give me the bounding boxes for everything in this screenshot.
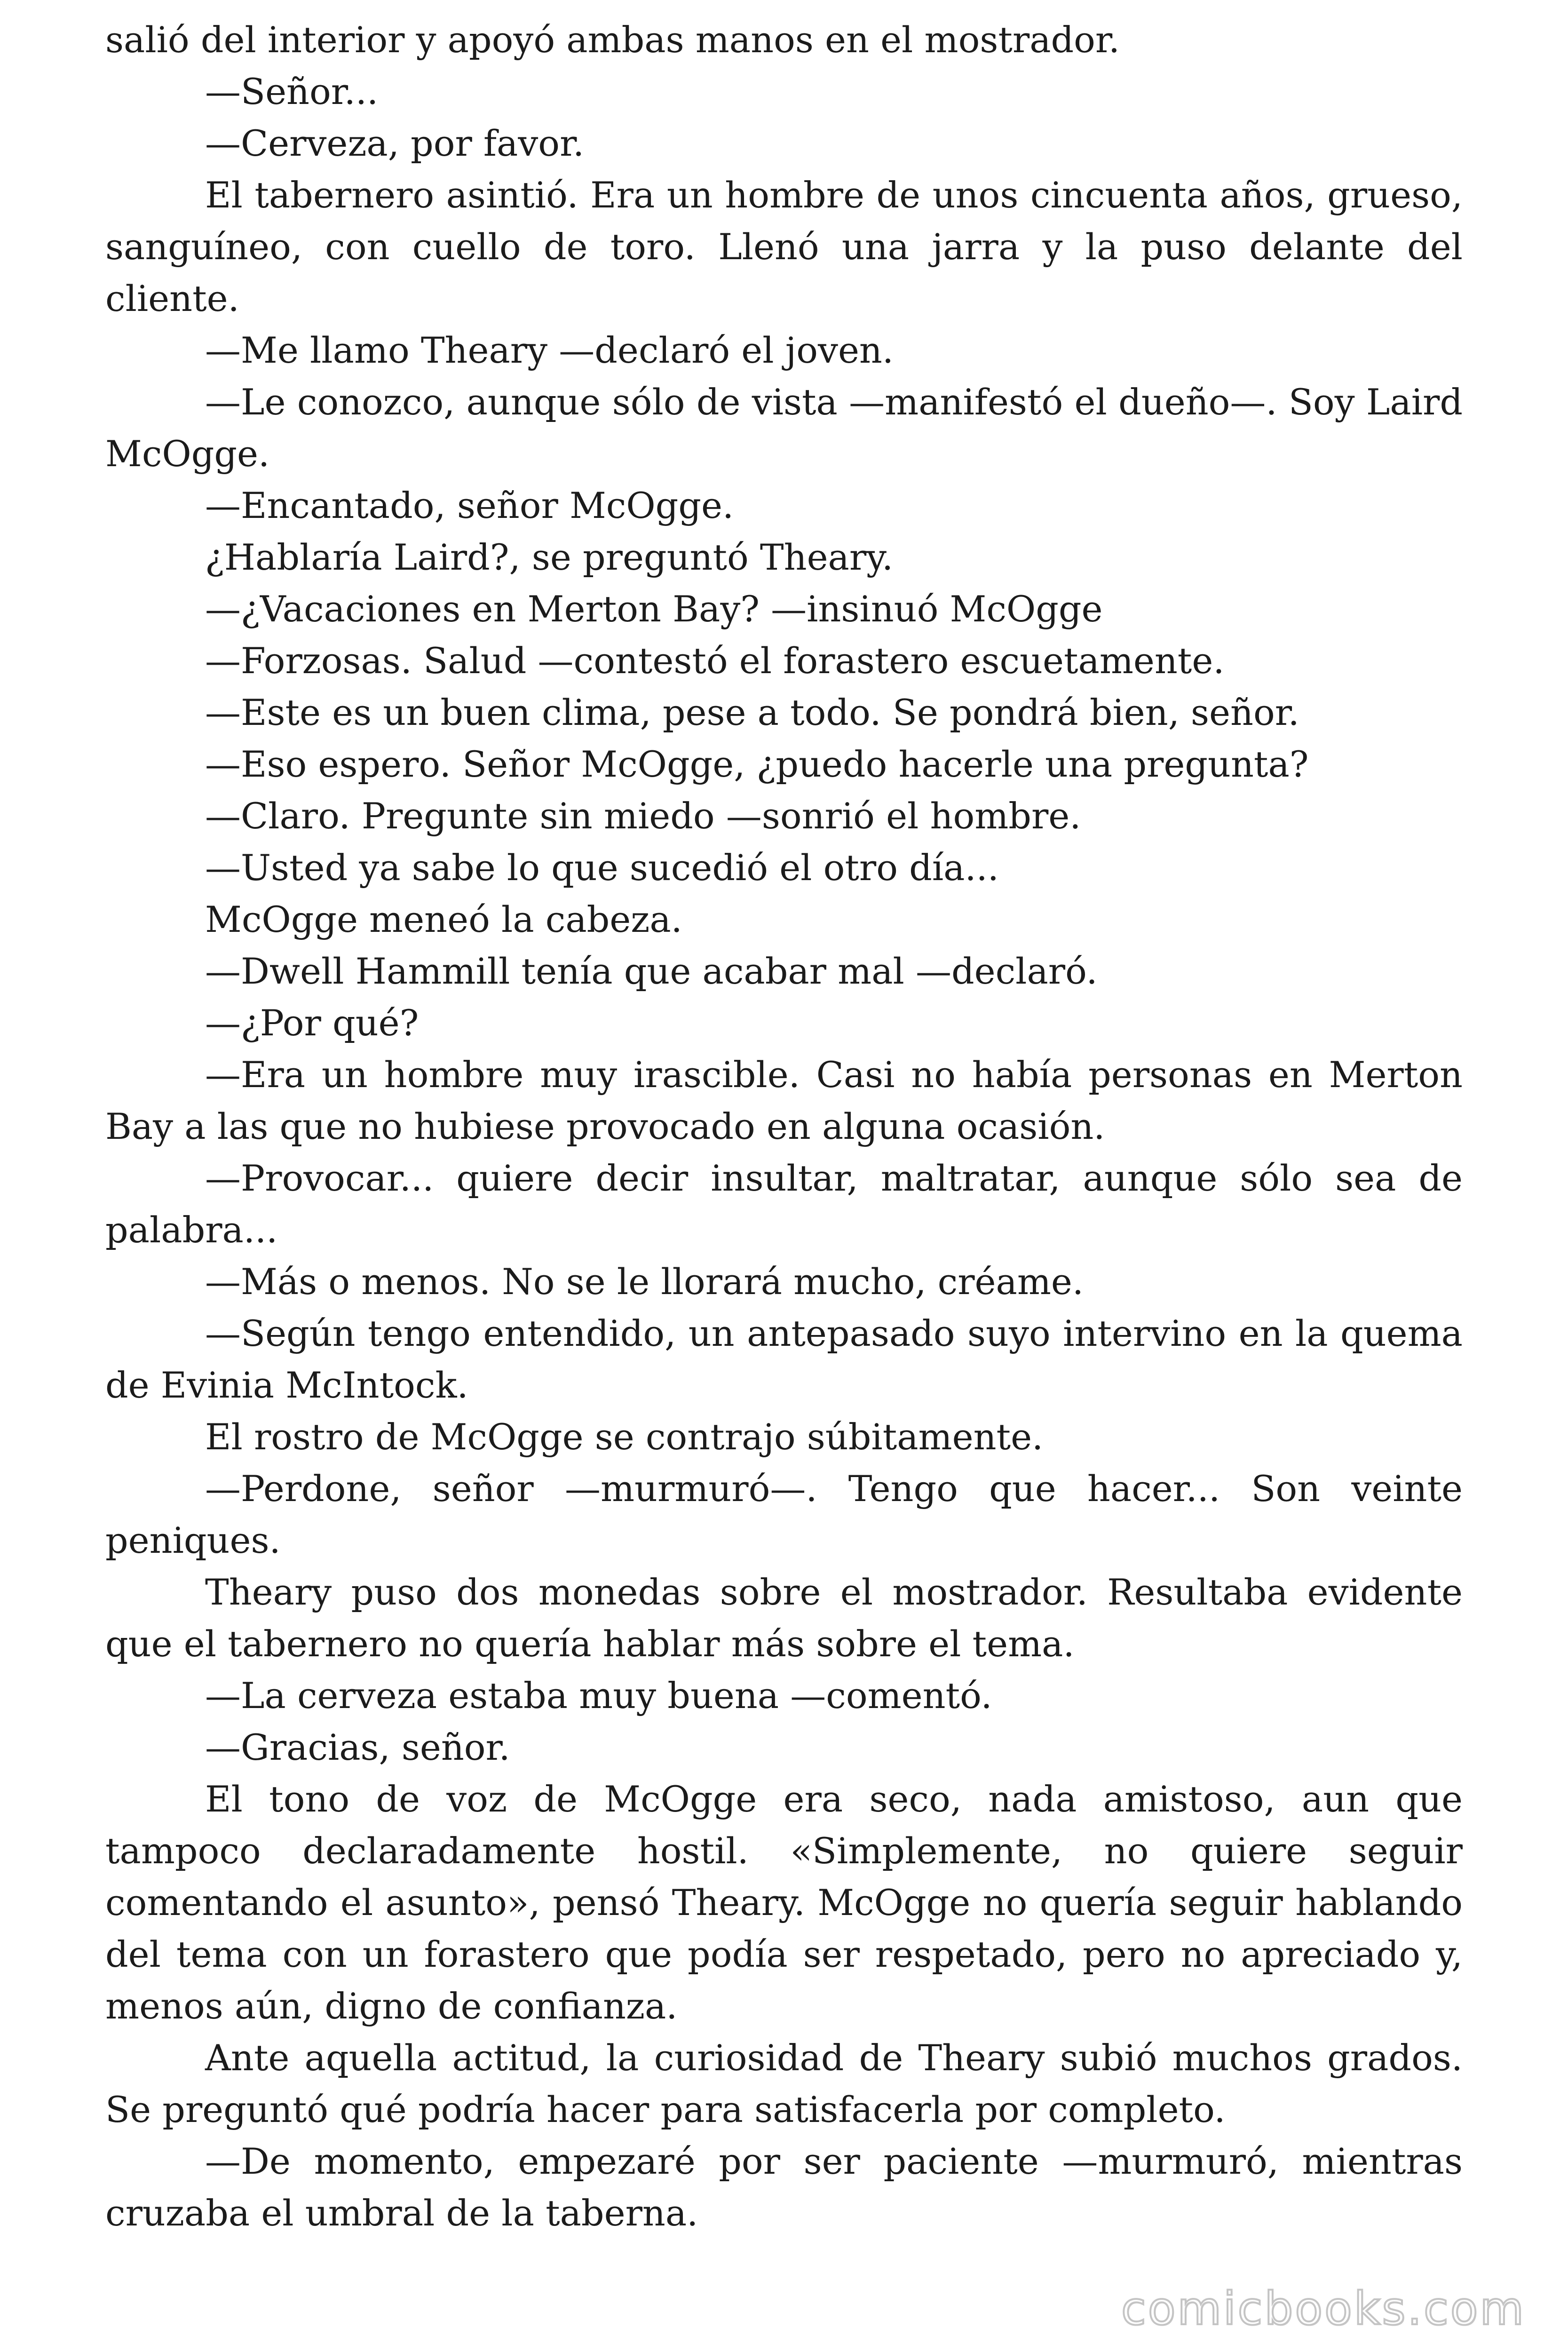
paragraph: —¿Vacaciones en Merton Bay? —insinuó McOgge [205, 588, 1103, 630]
paragraph: —¿Por qué? [205, 1002, 419, 1044]
watermark: comicbooks.com [1121, 2282, 1526, 2335]
paragraph: salió del interior y apoyó ambas manos en el mostrador. [105, 19, 1120, 61]
paragraph: —De momento, empezaré por ser paciente —murmuró, mientras cruzaba el umbral de la taberna. [105, 2140, 1463, 2234]
paragraph: —Forzosas. Salud —contestó el forastero escuetamente. [205, 640, 1225, 682]
paragraph: El tabernero asintió. Era un hombre de unos cincuenta años, grueso, sanguíneo, con cuello de toro. Llenó una jarra y la puso delante del cliente. [105, 174, 1463, 319]
paragraph: —Señor... [205, 71, 379, 112]
paragraph: —Eso espero. Señor McOgge, ¿puedo hacerle una pregunta? [205, 743, 1309, 785]
paragraph: —Según tengo entendido, un antepasado suyo intervino en la quema de Evinia McIntock. [105, 1312, 1463, 1406]
paragraph: El tono de voz de McOgge era seco, nada amistoso, aun que tampoco declaradamente hostil. «Simplemente, no quiere seguir comentando el asunto», pensó Theary. McOgge no quería seguir hablando del tema con un forastero que podía ser respetado, pero no apreciado y, menos aún, digno de confianza. [105, 1778, 1463, 2027]
paragraph: —Usted ya sabe lo que sucedió el otro día... [205, 847, 999, 889]
paragraph: ¿Hablaría Laird?, se preguntó Theary. [205, 536, 894, 578]
paragraph: —La cerveza estaba muy buena —comentó. [205, 1675, 992, 1716]
paragraph: —Encantado, señor McOgge. [205, 485, 734, 526]
paragraph: —Este es un buen clima, pese a todo. Se pondrá bien, señor. [205, 691, 1299, 733]
paragraph: —Cerveza, por favor. [205, 122, 585, 164]
paragraph: McOgge meneó la cabeza. [205, 898, 682, 940]
paragraph: —Perdone, señor —murmuró—. Tengo que hacer... Son veinte peniques. [105, 1468, 1463, 1561]
paragraph: Theary puso dos monedas sobre el mostrador. Resultaba evidente que el tabernero no quería hablar más sobre el tema. [105, 1571, 1463, 1665]
paragraph: —Dwell Hammill tenía que acabar mal —declaró. [205, 950, 1098, 992]
paragraph: —Le conozco, aunque sólo de vista —manifestó el dueño—. Soy Laird McOgge. [105, 381, 1463, 475]
paragraph: —Claro. Pregunte sin miedo —sonrió el hombre. [205, 795, 1081, 837]
paragraph: —Más o menos. No se le llorará mucho, créame. [205, 1261, 1084, 1303]
paragraph: El rostro de McOgge se contrajo súbitamente. [205, 1416, 1044, 1458]
paragraph: Ante aquella actitud, la curiosidad de Theary subió muchos grados. Se preguntó qué podría hacer para satisfacerla por completo. [105, 2037, 1463, 2130]
paragraph: —Me llamo Theary —declaró el joven. [205, 329, 894, 371]
paragraph: —Provocar... quiere decir insultar, maltratar, aunque sólo sea de palabra... [105, 1157, 1463, 1251]
paragraph: —Gracias, señor. [205, 1726, 510, 1768]
page-body [105, 14, 1463, 2239]
paragraph: —Era un hombre muy irascible. Casi no había personas en Merton Bay a las que no hubiese provocado en alguna ocasión. [105, 1054, 1463, 1147]
